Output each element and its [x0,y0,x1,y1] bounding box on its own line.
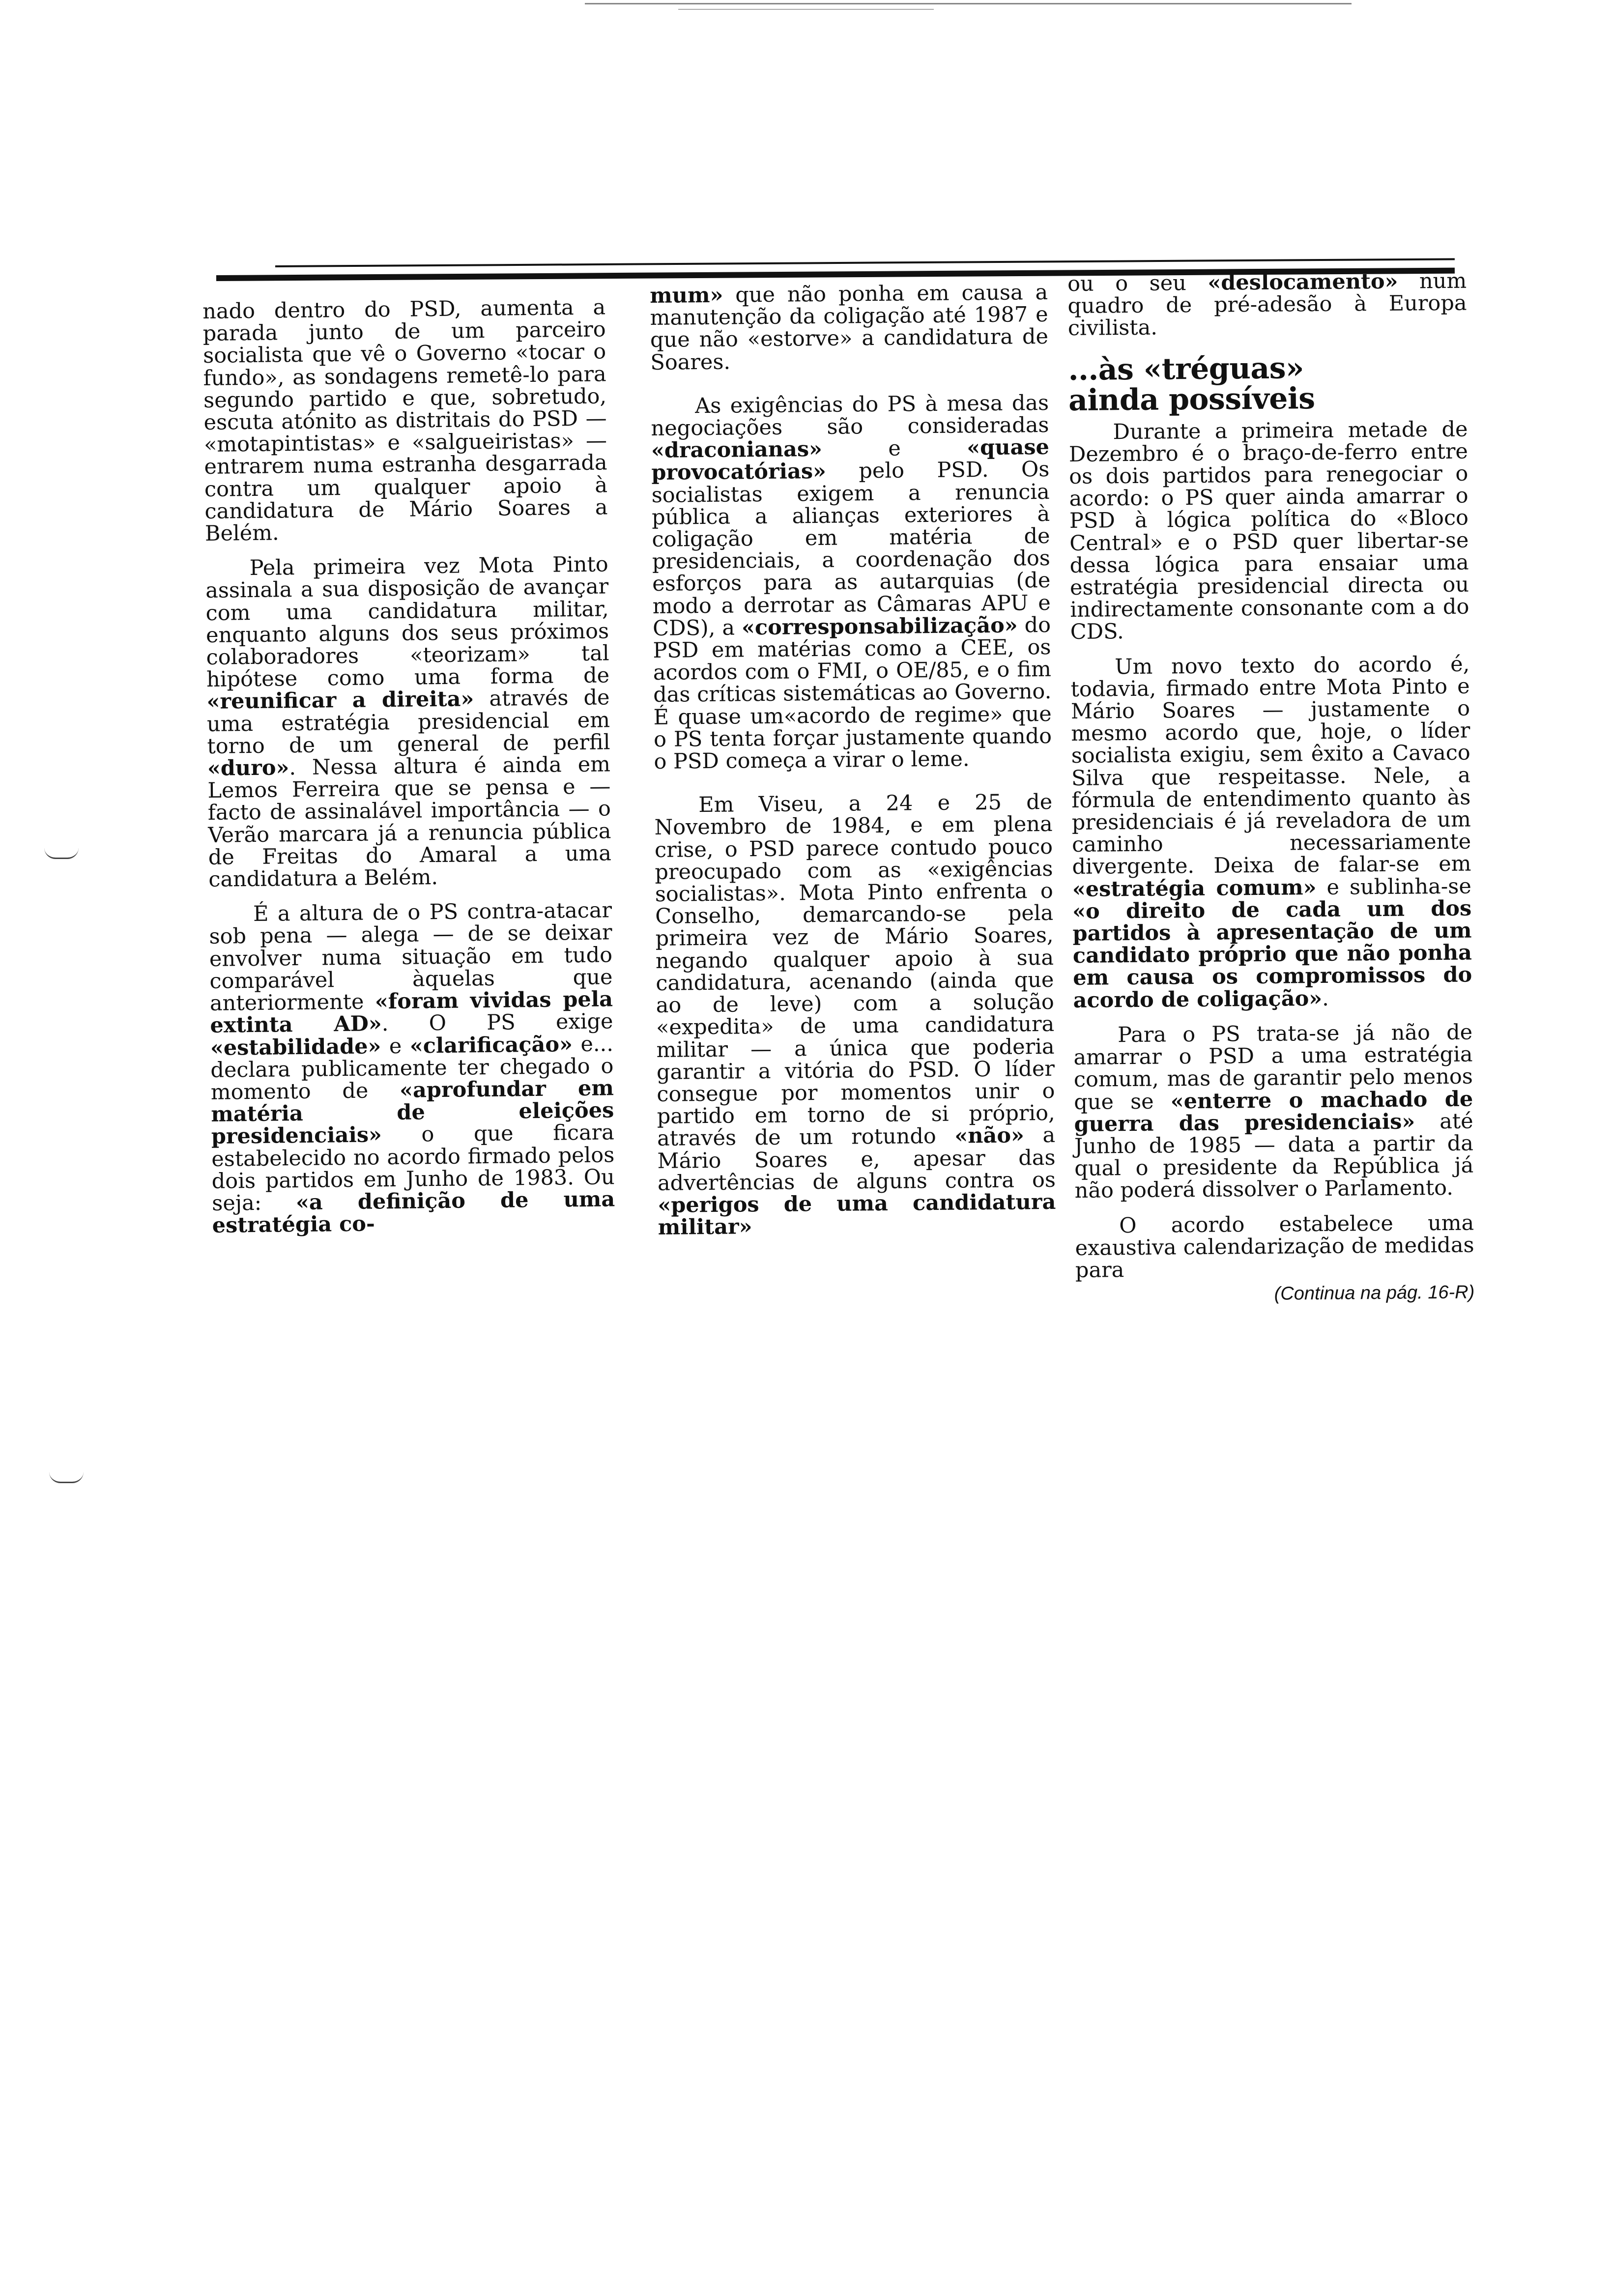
scan-margin-mark [44,848,79,859]
article-column-2 [650,282,1056,1239]
col3-paragraph-3: Um novo texto do acordo é, todavia, firmado entre Mota Pinto e Mário Soares — justamente o mesmo acordo que, hoje, o líder socialista exigiu, sem êxito a Cavaco Silva que respeitasse. Nele, a fórmula de entendimento quanto às presidenciais é já reveladora de um caminho necessariamente divergente. Deixa de falar-se em «estratégia comum» e sublinha-se «o direito de cada um dos partidos à apresentação de um candidato próprio que não ponha em causa os compromissos do acordo de coligação». [1070,652,1472,1013]
col1-paragraph-2: Pela primeira vez Mota Pinto assinala a sua disposição de avançar com uma candidatura militar, enquanto alguns dos seus próximos colaboradores «teorizam» tal hipótese como uma forma de «reunificar a direita» através de uma estratégia presidencial em torno de um general de perfil «duro». Nessa altura é ainda em Lemos Ferreira que se pensa e — facto de assinalável importância — o Verão marcara já a renuncia pública de Freitas do Amaral a uma candidatura a Belém. [205,552,612,892]
col3-paragraph-4: Para o PS trata-se já não de amarrar o PSD a uma estratégia comum, mas de garantir pelo menos que se «enterre o machado de guerra das presidenciais» até Junho de 1985 — data a partir da qual o presidente da República já não poderá dissolver o Parlamento. [1073,1020,1474,1204]
col3-paragraph-2: Durante a primeira metade de Dezembro é o braço-de-ferro entre os dois partidos para renegociar o acordo: o PS quer ainda amarrar o PSD à lógica política do «Bloco Central» e o PSD quer libertar-se dessa lógica para ensaiar uma estratégia presidencial directa ou indirectamente consonante com a do CDS. [1068,417,1469,645]
col1-paragraph-1: nado dentro do PSD, aumenta a parada junto de um parceiro socialista que vê o Governo «tocar o fundo», as sondagens remetê-lo para segundo partido e que, sobretudo, escuta atónito as distritais do PSD — «motapintistas» e «salgueiristas» — entrarem numa estranha desgarrada contra um qualquer apoio à candidatura de Mário Soares a Belém. [202,295,608,546]
col2-paragraph-2: As exigências do PS à mesa das negociações são consideradas «draconianas» e «quase provocatórias» pelo PSD. Os socialistas exigem a renuncia pública a alianças exteriores à coligação em matéria de presidenciais, a coordenação dos esforços para as autarquias (de modo a derrotar as Câmaras APU e CDS), a «corresponsabilização» do PSD em matérias como a CEE, os acordos com o FMI, o OE/85, e o fim das críticas sistemáticas ao Governo. É quase um«acordo de regime» que o PS tenta forçar justamente quando o PSD começa a virar o leme. [651,390,1052,775]
section-heading-line-1: ...às «tréguas» [1068,350,1304,387]
col3-paragraph-5: O acordo estabelece uma exaustiva calendarização de medidas para [1075,1210,1474,1283]
col3-paragraph-1: ou o seu «deslocamento» num quadro de pré-adesão à Europa civilista. [1067,268,1467,341]
scan-margin-mark [49,1472,84,1483]
scan-edge-line [585,3,1352,4]
col2-paragraph-3: Em Viseu, a 24 e 25 de Novembro de 1984, e em plena crise, o PSD parece contudo pouco preocupado com as «exigências socialistas». Mota Pinto enfrenta o Conselho, demarcando-se pela primeira vez de Mário Soares, negando qualquer apoio à sua candidatura, acenando (ainda que ao de leve) com a solução «expedita» de uma candidatura militar — a única que poderia garantir a vitória do PSD. O líder consegue por momentos unir o partido em torno de si próprio, através de um rotundo «não» a Mário Soares e, apesar das advertências de alguns contra os «perigos de uma candidatura militar» [654,790,1056,1240]
scan-edge-line-short [678,9,934,10]
article-column-1 [202,296,615,1237]
continuation-note[interactable]: (Continua na pág. 16-R) [1274,1282,1475,1304]
article-column-3 [1067,270,1474,1307]
section-heading-line-2: ainda possíveis [1068,381,1315,418]
header-rule-thin [275,258,1455,267]
section-heading [1068,350,1468,418]
col2-paragraph-1: mum» que não ponha em causa a manutenção da coligação até 1987 e que não «estorve» a candidatura de Soares. [649,280,1049,375]
col1-paragraph-3: É a altura de o PS contra-atacar sob pena — alega — de se deixar envolver numa situação em tudo comparável àquelas que anteriormente «foram vividas pela extinta AD». O PS exige «estabilidade» e «clarificação» e... declara publicamente ter chegado o momento de «aprofundar em matéria de eleições presidenciais» o que ficara estabelecido no acordo firmado pelos dois partidos em Junho de 1983. Ou seja: «a definição de uma estratégia co- [209,898,615,1238]
